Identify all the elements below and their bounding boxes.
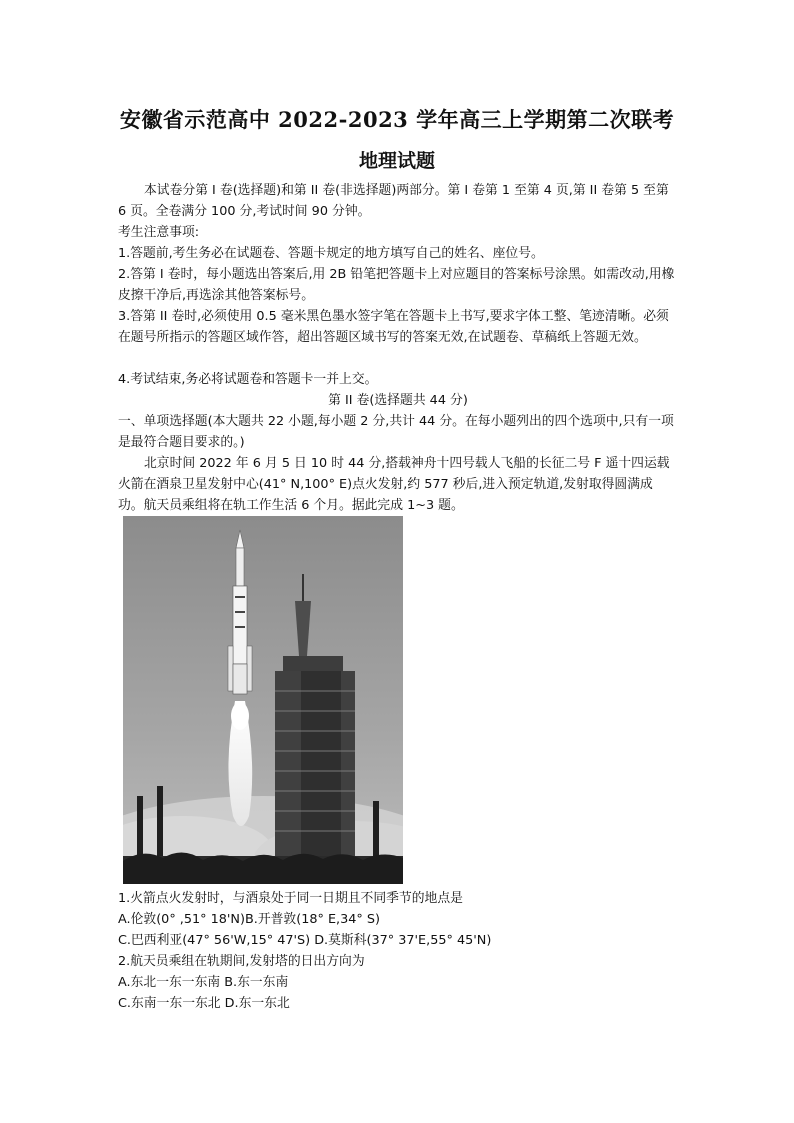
question-2-options-cd: C.东南一东一东北 D.东一东北 xyxy=(118,996,290,1011)
notice-item-1: 1.答题前,考生务必在试题卷、答题卡规定的地方填写自己的姓名、座位号。 xyxy=(118,246,544,261)
notice-item-3: 3.答第 II 卷时,必须使用 0.5 毫米黑色墨水签字笔在答题卡上书写,要求字体工整、笔迹清晰。必须在题号所指示的答题区域作答，超出答题区域书写的答案无效,在试题卷、草稿纸上答题无效。 xyxy=(118,309,669,345)
exam-title: 安徽省示范高中 2022-2023 学年高三上学期第二次联考 xyxy=(119,107,675,132)
exam-subtitle: 地理试题 xyxy=(358,150,435,172)
question-2-stem: 2.航天员乘组在轨期间,发射塔的日出方向为 xyxy=(118,954,365,969)
question-1-options-ab: A.伦敦(0° ,51° 18'N)B.开普敦(18° E,34° S) xyxy=(118,912,380,927)
notice-item-4: 4.考试结束,务必将试题卷和答题卡一并上交。 xyxy=(118,372,378,387)
rocket-launch-photo xyxy=(123,516,403,884)
passage-paragraph: 北京时间 2022 年 6 月 5 日 10 时 44 分,搭载神舟十四号载人飞船的长征二号 F 遥十四运载火箭在酒泉卫星发射中心(41° N,100° E)点火发射,约 577 秒后,进入预定轨道,发射取得圆满成功。航天员乘组将在轨工作生活 6 个月。据此完成 1~3 题。 xyxy=(118,456,670,513)
notice-item-2: 2.答第 I 卷时，每小题选出答案后,用 2B 铅笔把答题卡上对应题目的答案标号涂黑。如需改动,用橡皮擦干净后,再选涂其他答案标号。 xyxy=(118,267,675,303)
question-2-options-ab: A.东北一东一东南 B.东一东南 xyxy=(118,975,289,990)
part-instruction: 一、单项选择题(本大题共 22 小题,每小题 2 分,共计 44 分。在每小题列出的四个选项中,只有一项是最符合题目要求的。) xyxy=(118,414,674,450)
section-heading: 第 II 卷(选择题共 44 分) xyxy=(328,393,468,408)
question-1-options-cd: C.巴西利亚(47° 56'W,15° 47'S) D.莫斯科(37° 37'E,55° 45'N) xyxy=(118,933,492,948)
intro-paragraph: 本试卷分第 I 卷(选择题)和第 II 卷(非选择题)两部分。第 I 卷第 1 至第 4 页,第 II 卷第 5 至第 6 页。全卷满分 100 分,考试时间 90 分钟。 xyxy=(118,183,669,219)
question-1-stem: 1.火箭点火发射时，与酒泉处于同一日期且不同季节的地点是 xyxy=(118,891,463,906)
notice-heading: 考生注意事项: xyxy=(118,225,200,240)
